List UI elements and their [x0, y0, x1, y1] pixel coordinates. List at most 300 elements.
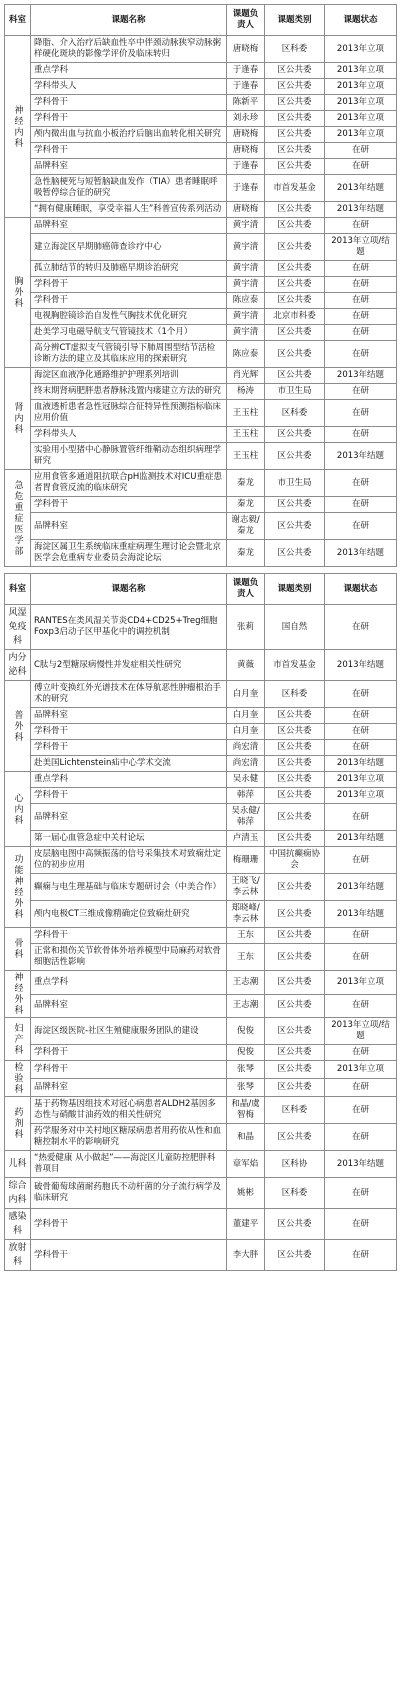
topic-cell: 品牌科室	[31, 218, 227, 234]
category-cell: 国自然	[265, 605, 325, 650]
dept-cell: 心内科	[5, 772, 31, 847]
topic-cell: 学科骨干	[31, 111, 227, 127]
status-cell: 2013年立项	[325, 95, 397, 111]
table-row	[5, 1240, 397, 1271]
category-cell: 区公共委	[265, 724, 325, 740]
lead-cell: 秦龙	[227, 540, 265, 567]
category-cell: 区公共委	[265, 708, 325, 724]
table-body-part1	[5, 36, 397, 567]
research-table-part2	[4, 573, 397, 1271]
topic-cell: 重点学科	[31, 971, 227, 995]
status-cell: 2013年结题	[325, 540, 397, 567]
topic-cell: 正常和损伤关节软骨体外培养模型中局麻药对软骨细胞活性影响	[31, 944, 227, 971]
topic-cell: 学科带头人	[31, 427, 227, 443]
table-header-row	[5, 574, 397, 605]
category-cell: 区公共委	[265, 325, 325, 341]
table-row	[5, 831, 397, 847]
dept-cell: 肾内科	[5, 368, 31, 470]
status-cell: 在研	[325, 427, 397, 443]
table-row	[5, 293, 397, 309]
topic-cell: 学科骨干	[31, 928, 227, 944]
research-table-part1	[4, 4, 397, 567]
table-row	[5, 605, 397, 650]
status-cell: 2013年结题	[325, 202, 397, 218]
topic-cell: 破骨葡萄球菌耐药胞氏不动杆菌的分子流行病学及临床研究	[31, 1178, 227, 1209]
status-cell: 在研	[325, 159, 397, 175]
table-row	[5, 127, 397, 143]
status-cell: 2013年结题	[325, 443, 397, 470]
lead-cell: 黄宇清	[227, 218, 265, 234]
status-cell: 2013年立项/结题	[325, 1018, 397, 1045]
table-row	[5, 804, 397, 831]
lead-cell: 黄宇清	[227, 277, 265, 293]
category-cell: 市卫生局	[265, 470, 325, 497]
table-row	[5, 1151, 397, 1178]
status-cell: 2013年立项	[325, 63, 397, 79]
category-cell: 区公共委	[265, 874, 325, 901]
status-cell: 2013年立项	[325, 127, 397, 143]
category-cell: 区公共委	[265, 1079, 325, 1097]
status-cell: 2013年结题	[325, 901, 397, 928]
topic-cell: 学科骨干	[31, 1209, 227, 1240]
status-cell: 2013年立项	[325, 772, 397, 788]
dept-cell: 内分泌科	[5, 650, 31, 681]
table-row	[5, 874, 397, 901]
status-cell: 在研	[325, 261, 397, 277]
lead-cell: 白月奎	[227, 724, 265, 740]
topic-cell: 品牌科室	[31, 1079, 227, 1097]
status-cell: 在研	[325, 1240, 397, 1271]
lead-cell: 杨涛	[227, 384, 265, 400]
category-cell: 区公共委	[265, 1045, 325, 1061]
lead-cell: 白月奎	[227, 708, 265, 724]
category-cell: 市卫生局	[265, 384, 325, 400]
topic-cell: 品牌科室	[31, 159, 227, 175]
table-row	[5, 400, 397, 427]
table-row	[5, 234, 397, 261]
status-cell: 在研	[325, 740, 397, 756]
topic-cell: 皮层脑电图中高频振荡的信号采集技术对致痫灶定位的初步应用	[31, 847, 227, 874]
category-cell: 区公共委	[265, 261, 325, 277]
topic-cell: 应用食管多通道阻抗联合pH监测技术对ICU重症患者胃食管反流的临床研究	[31, 470, 227, 497]
table-row	[5, 218, 397, 234]
table-row	[5, 772, 397, 788]
topic-cell: 重点学科	[31, 63, 227, 79]
lead-cell: 张琴	[227, 1079, 265, 1097]
table-row	[5, 1061, 397, 1079]
table-row	[5, 79, 397, 95]
status-cell: 在研	[325, 847, 397, 874]
status-cell: 在研	[325, 218, 397, 234]
lead-cell: 王玉柱	[227, 427, 265, 443]
table-header-row	[5, 5, 397, 36]
status-cell: 2013年结题	[325, 650, 397, 681]
lead-cell: 和晶	[227, 1124, 265, 1151]
topic-cell: 学科骨干	[31, 740, 227, 756]
lead-cell: 黄宇清	[227, 261, 265, 277]
lead-cell: 章军焰	[227, 1151, 265, 1178]
header-dept: 科室	[5, 574, 31, 605]
dept-cell: 检验科	[5, 1061, 31, 1097]
dept-cell: 神经内科	[5, 36, 31, 218]
lead-cell: 姚彬	[227, 1178, 265, 1209]
category-cell: 区科委	[265, 681, 325, 708]
lead-cell: 王晓飞/李云林	[227, 874, 265, 901]
category-cell: 市首发基金	[265, 175, 325, 202]
topic-cell: 学科骨干	[31, 143, 227, 159]
lead-cell: 谢志毅/秦龙	[227, 513, 265, 540]
status-cell: 2013年立项	[325, 788, 397, 804]
lead-cell: 吴永健/韩萍	[227, 804, 265, 831]
table-row	[5, 681, 397, 708]
category-cell: 区公共委	[265, 427, 325, 443]
status-cell: 2013年结题	[325, 756, 397, 772]
category-cell: 区公共委	[265, 63, 325, 79]
lead-cell: 吴永健	[227, 772, 265, 788]
topic-cell: 基于药物基因组技术对冠心病患者ALDH2基因多态性与硝酸甘油药效的相关性研究	[31, 1097, 227, 1124]
lead-cell: 张莉	[227, 605, 265, 650]
lead-cell: 李大胖	[227, 1240, 265, 1271]
dept-cell: 感染科	[5, 1209, 31, 1240]
table-row	[5, 971, 397, 995]
header-lead: 课题负责人	[227, 574, 265, 605]
table-row	[5, 325, 397, 341]
category-cell: 区公共委	[265, 127, 325, 143]
topic-cell: 建立海淀区早期肺癌筛查诊疗中心	[31, 234, 227, 261]
table-row	[5, 708, 397, 724]
table-row	[5, 1124, 397, 1151]
category-cell: 区公共委	[265, 928, 325, 944]
category-cell: 区公共委	[265, 443, 325, 470]
topic-cell: 赴美国Lichtenstein疝中心学术交流	[31, 756, 227, 772]
header-topic: 课题名称	[31, 5, 227, 36]
topic-cell: 学科骨干	[31, 1061, 227, 1079]
topic-cell: 学科骨干	[31, 724, 227, 740]
table-row	[5, 427, 397, 443]
category-cell: 中国抗癫痫协会	[265, 847, 325, 874]
topic-cell: 学科骨干	[31, 95, 227, 111]
lead-cell: 黄宇清	[227, 309, 265, 325]
status-cell: 在研	[325, 944, 397, 971]
lead-cell: 唐晓梅	[227, 127, 265, 143]
status-cell: 在研	[325, 994, 397, 1018]
category-cell: 区公共委	[265, 740, 325, 756]
category-cell: 区公共委	[265, 1124, 325, 1151]
table-row	[5, 175, 397, 202]
category-cell: 区公共委	[265, 971, 325, 995]
table-row	[5, 384, 397, 400]
lead-cell: 王玉柱	[227, 400, 265, 427]
table-row	[5, 309, 397, 325]
lead-cell: 郑晓峰/李云林	[227, 901, 265, 928]
category-cell: 市首发基金	[265, 650, 325, 681]
status-cell: 在研	[325, 384, 397, 400]
category-cell: 区公共委	[265, 79, 325, 95]
status-cell: 在研	[325, 708, 397, 724]
table-row	[5, 341, 397, 368]
status-cell: 在研	[325, 325, 397, 341]
lead-cell: 黄宇清	[227, 325, 265, 341]
topic-cell: 学科骨干	[31, 1240, 227, 1271]
table-row	[5, 928, 397, 944]
lead-cell: 唐晓梅	[227, 202, 265, 218]
lead-cell: 于逢春	[227, 79, 265, 95]
table-row	[5, 261, 397, 277]
table-row	[5, 95, 397, 111]
status-cell: 在研	[325, 1209, 397, 1240]
table-row	[5, 277, 397, 293]
category-cell: 区公共委	[265, 497, 325, 513]
table-row	[5, 901, 397, 928]
header-status: 课题状态	[325, 5, 397, 36]
status-cell: 2013年结题	[325, 874, 397, 901]
category-cell: 区公共委	[265, 994, 325, 1018]
lead-cell: 尚宏清	[227, 756, 265, 772]
category-cell: 区公共委	[265, 772, 325, 788]
table-row	[5, 36, 397, 63]
table-row	[5, 756, 397, 772]
dept-cell: 神经外科	[5, 971, 31, 1018]
lead-cell: 黄宇清	[227, 234, 265, 261]
table-body-part2	[5, 605, 397, 1271]
status-cell: 2013年立项	[325, 36, 397, 63]
lead-cell: 王东	[227, 928, 265, 944]
table-row	[5, 944, 397, 971]
dept-cell: 急危重症医学部	[5, 470, 31, 567]
category-cell: 区公共委	[265, 831, 325, 847]
dept-cell: 放射科	[5, 1240, 31, 1271]
header-category: 课题类别	[265, 574, 325, 605]
table-row	[5, 202, 397, 218]
table-row	[5, 1045, 397, 1061]
topic-cell: 降脂、介入治疗后缺血性卒中伴颈动脉狭窄动脉粥样硬化斑块的影像学评价及临床转归	[31, 36, 227, 63]
table-row	[5, 788, 397, 804]
lead-cell: 倪俊	[227, 1045, 265, 1061]
table-row	[5, 1079, 397, 1097]
category-cell: 区公共委	[265, 1018, 325, 1045]
lead-cell: 于逢春	[227, 63, 265, 79]
table-row	[5, 111, 397, 127]
lead-cell: 尚宏清	[227, 740, 265, 756]
topic-cell: 电视胸腔镜诊治自发性气胸技术优化研究	[31, 309, 227, 325]
category-cell: 区公共委	[265, 756, 325, 772]
lead-cell: 王玉柱	[227, 443, 265, 470]
status-cell: 在研	[325, 1124, 397, 1151]
header-lead: 课题负责人	[227, 5, 265, 36]
dept-cell: 风湿免疫科	[5, 605, 31, 650]
status-cell: 在研	[325, 605, 397, 650]
table-row	[5, 994, 397, 1018]
lead-cell: 卢清玉	[227, 831, 265, 847]
topic-cell: 实验用小型猪中心静脉置管纤维鞘动态组织病理学研究	[31, 443, 227, 470]
topic-cell: 颅内电极CT三维成像精确定位致痫灶研究	[31, 901, 227, 928]
table-row	[5, 513, 397, 540]
topic-cell: 赴美学习电磁导航支气管镜技术（1个月）	[31, 325, 227, 341]
status-cell: 2013年结题	[325, 368, 397, 384]
category-cell: 区公共委	[265, 804, 325, 831]
table-row	[5, 1209, 397, 1240]
status-cell: 在研	[325, 928, 397, 944]
research-table-page	[4, 4, 396, 1271]
topic-cell: 药学服务对中关村地区糖尿病患者用药依从性和血糖控制水平的影响研究	[31, 1124, 227, 1151]
status-cell: 在研	[325, 1097, 397, 1124]
table-row	[5, 1018, 397, 1045]
category-cell: 区公共委	[265, 202, 325, 218]
category-cell: 区公共委	[265, 540, 325, 567]
category-cell: 区公共委	[265, 901, 325, 928]
status-cell: 在研	[325, 470, 397, 497]
lead-cell: 陈新平	[227, 95, 265, 111]
header-category: 课题类别	[265, 5, 325, 36]
header-status: 课题状态	[325, 574, 397, 605]
topic-cell: 学科骨干	[31, 788, 227, 804]
lead-cell: 于逢春	[227, 175, 265, 202]
table-row	[5, 63, 397, 79]
status-cell: 在研	[325, 1079, 397, 1097]
lead-cell: 王志潮	[227, 971, 265, 995]
status-cell: 2013年结题	[325, 1151, 397, 1178]
table-row	[5, 740, 397, 756]
header-topic: 课题名称	[31, 574, 227, 605]
category-cell: 区公共委	[265, 1240, 325, 1271]
category-cell: 北京市科委	[265, 309, 325, 325]
category-cell: 区公共委	[265, 111, 325, 127]
lead-cell: 韩萍	[227, 788, 265, 804]
category-cell: 区公共委	[265, 513, 325, 540]
lead-cell: 秦龙	[227, 497, 265, 513]
category-cell: 区公共委	[265, 1061, 325, 1079]
lead-cell: 秦龙	[227, 470, 265, 497]
lead-cell: 王东	[227, 944, 265, 971]
dept-cell: 儿科	[5, 1151, 31, 1178]
dept-cell: 综合内科	[5, 1178, 31, 1209]
status-cell: 在研	[325, 293, 397, 309]
table-row	[5, 847, 397, 874]
topic-cell: 急性脑梗死与短暂脑缺血发作（TIA）患者睡眠呼吸暂停综合征的研究	[31, 175, 227, 202]
category-cell: 区公共委	[265, 293, 325, 309]
topic-cell: 孤立肺结节的转归及肺癌早期诊治研究	[31, 261, 227, 277]
topic-cell: 第一届心血管急症中关村论坛	[31, 831, 227, 847]
lead-cell: 唐晓梅	[227, 143, 265, 159]
table-row	[5, 724, 397, 740]
topic-cell: 血液透析患者急性冠脉综合征特异性预测指标临床应用价值	[31, 400, 227, 427]
status-cell: 在研	[325, 309, 397, 325]
category-cell: 区科委	[265, 1097, 325, 1124]
dept-cell: 骨科	[5, 928, 31, 971]
status-cell: 2013年立项	[325, 111, 397, 127]
lead-cell: 倪俊	[227, 1018, 265, 1045]
lead-cell: 董建平	[227, 1209, 265, 1240]
status-cell: 2013年立项/结题	[325, 234, 397, 261]
category-cell: 区公共委	[265, 277, 325, 293]
status-cell: 在研	[325, 1045, 397, 1061]
table-row	[5, 540, 397, 567]
topic-cell: C肽与2型糖尿病慢性并发症相关性研究	[31, 650, 227, 681]
status-cell: 2013年结题	[325, 175, 397, 202]
topic-cell: 海淀区属卫生系统临床重症病理生理讨论会暨北京医学会危重病专业委员会海淀论坛	[31, 540, 227, 567]
status-cell: 在研	[325, 277, 397, 293]
topic-cell: 终末期肾病肥胖患者静脉浅置内瘘建立方法的研究	[31, 384, 227, 400]
status-cell: 在研	[325, 724, 397, 740]
lead-cell: 梅珊珊	[227, 847, 265, 874]
status-cell: 2013年立项	[325, 971, 397, 995]
topic-cell: “热爱健康 从小做起”——海淀区儿童防控肥胖科普项目	[31, 1151, 227, 1178]
status-cell: 2013年结题	[325, 831, 397, 847]
table-row	[5, 470, 397, 497]
lead-cell: 于逢春	[227, 159, 265, 175]
category-cell: 区公共委	[265, 234, 325, 261]
dept-cell: 妇产科	[5, 1018, 31, 1061]
category-cell: 区公共委	[265, 944, 325, 971]
status-cell: 在研	[325, 400, 397, 427]
category-cell: 区公共委	[265, 143, 325, 159]
table-row	[5, 1178, 397, 1209]
table-row	[5, 443, 397, 470]
category-cell: 区科委	[265, 36, 325, 63]
table-row	[5, 650, 397, 681]
header-dept: 科室	[5, 5, 31, 36]
category-cell: 区公共委	[265, 95, 325, 111]
topic-cell: 学科骨干	[31, 277, 227, 293]
dept-cell: 胸外科	[5, 218, 31, 368]
lead-cell: 黄薇	[227, 650, 265, 681]
status-cell: 在研	[325, 341, 397, 368]
category-cell: 区公共委	[265, 1209, 325, 1240]
topic-cell: 海淀区级医院-社区生殖健康服务团队的建设	[31, 1018, 227, 1045]
category-cell: 区公共委	[265, 788, 325, 804]
topic-cell: 海淀区血液净化通路维护护理系列培训	[31, 368, 227, 384]
category-cell: 区科协	[265, 1151, 325, 1178]
lead-cell: 肖光辉	[227, 368, 265, 384]
category-cell: 区公共委	[265, 159, 325, 175]
status-cell: 在研	[325, 681, 397, 708]
table-row	[5, 497, 397, 513]
lead-cell: 唐晓梅	[227, 36, 265, 63]
lead-cell: 白月奎	[227, 681, 265, 708]
status-cell: 2013年立项	[325, 1061, 397, 1079]
topic-cell: 品牌科室	[31, 708, 227, 724]
topic-cell: 重点学科	[31, 772, 227, 788]
topic-cell: RANTES在类风湿关节炎CD4+CD25+Treg细胞Foxp3启动子区甲基化中的调控机制	[31, 605, 227, 650]
topic-cell: 高分辨CT虚拟支气管镜引导下肺周围型结节活检诊断方法的建立及其临床应用的探索研究	[31, 341, 227, 368]
table-row	[5, 159, 397, 175]
dept-cell: 药剂科	[5, 1097, 31, 1151]
topic-cell: 品牌科室	[31, 804, 227, 831]
status-cell: 在研	[325, 804, 397, 831]
lead-cell: 刘永珍	[227, 111, 265, 127]
table-row	[5, 368, 397, 384]
status-cell: 在研	[325, 513, 397, 540]
status-cell: 在研	[325, 497, 397, 513]
category-cell: 区公共委	[265, 341, 325, 368]
status-cell: 在研	[325, 143, 397, 159]
topic-cell: 傅立叶变换红外光谱技术在体导航恶性肿瘤根治手术的研究	[31, 681, 227, 708]
category-cell: 区科委	[265, 1178, 325, 1209]
topic-cell: 品牌科室	[31, 513, 227, 540]
dept-cell: 普外科	[5, 681, 31, 772]
category-cell: 区科委	[265, 400, 325, 427]
status-cell: 2013年立项	[325, 79, 397, 95]
lead-cell: 张琴	[227, 1061, 265, 1079]
topic-cell: 癫痫与电生理基础与临床专题研讨会（中美合作）	[31, 874, 227, 901]
topic-cell: 学科骨干	[31, 497, 227, 513]
lead-cell: 和晶/虞智梅	[227, 1097, 265, 1124]
table-row	[5, 1097, 397, 1124]
topic-cell: 学科骨干	[31, 293, 227, 309]
category-cell: 区公共委	[265, 218, 325, 234]
table-row	[5, 143, 397, 159]
topic-cell: 颅内微出血与抗血小板治疗后脑出血转化相关研究	[31, 127, 227, 143]
